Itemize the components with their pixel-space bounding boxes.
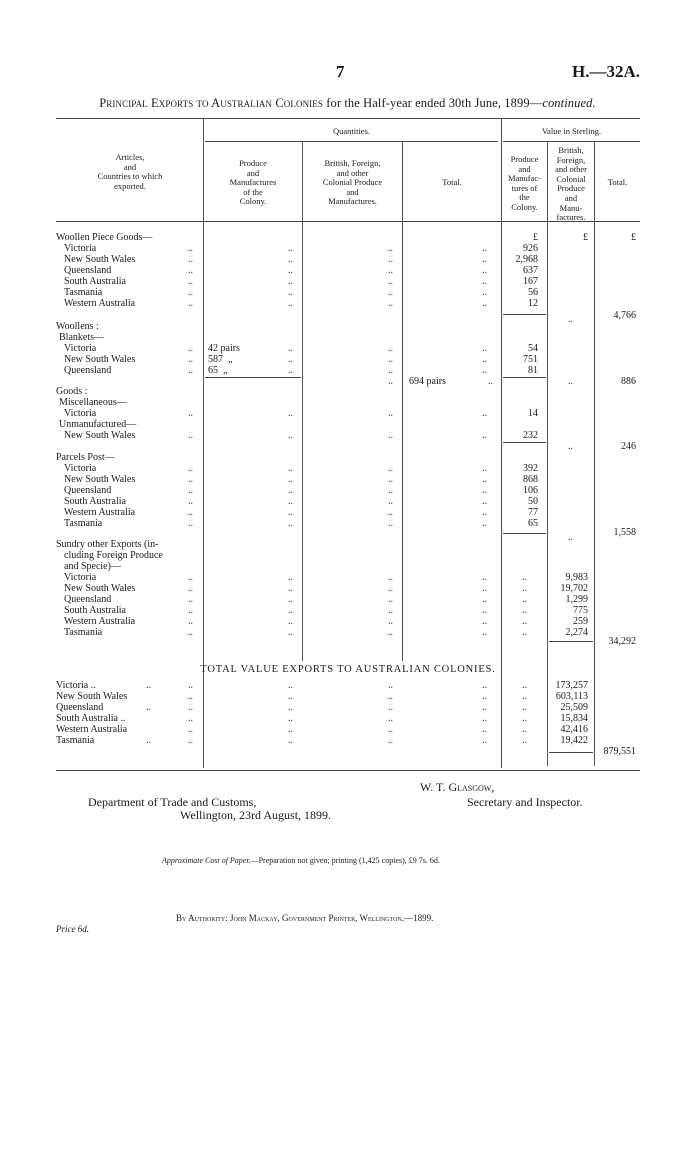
- table-row: New South Wales .. .. .. .. .. 603,113: [56, 691, 588, 702]
- subtotal-row: 34,292: [608, 636, 636, 647]
- header-value-produce: Produce and Manufac- tures of the Colony.: [507, 154, 542, 212]
- section-heading: cluding Foreign Produce: [64, 550, 163, 561]
- table-row: New South Wales .. .. .. .. .. 19,702: [64, 583, 588, 594]
- table-row: Victoria .. .. .. .. 14: [64, 408, 538, 419]
- document-reference: H.—32A.: [572, 62, 640, 81]
- page-number: 7: [336, 62, 345, 81]
- subtotal-row: .. 1,558: [568, 527, 636, 543]
- table-row: Tasmania .. .. .. .. .. .. 19,422: [56, 735, 588, 746]
- table-row: South Australia .. .. .. .. .. 775: [64, 605, 588, 616]
- table-row: Queensland .. 65 „ .. .. .. 81: [64, 365, 538, 376]
- title-main: Principal Exports to Australian Colonies: [99, 96, 323, 110]
- header-total-qty: Total.: [442, 177, 462, 187]
- section-heading: Sundry other Exports (in-: [56, 539, 159, 550]
- table-row: Queensland .. .. .. .. 106: [64, 485, 538, 496]
- table-row: Queensland .. .. .. .. 637: [64, 265, 538, 276]
- header-value-total: Total.: [607, 177, 628, 187]
- section-heading: Woollens :: [56, 321, 99, 332]
- title-period: for the Half-year ended 30th June, 1899—: [323, 96, 543, 110]
- table-row: New South Wales .. .. .. .. 232: [64, 430, 538, 441]
- table-row: South Australia .. .. .. .. 167: [64, 276, 538, 287]
- table-row: New South Wales .. .. .. .. 868: [64, 474, 538, 485]
- authority-line: By Authority: John Mackay, Government Printer, Wellington.—1899.: [176, 913, 434, 923]
- table-title: [55, 96, 640, 111]
- section-heading: Goods :: [56, 386, 88, 397]
- pound-sign: £: [583, 232, 588, 243]
- table-bottom-rule: [56, 770, 640, 771]
- pound-sign: £: [533, 232, 538, 243]
- cost-note: Approximate Cost of Paper.—Preparation not given; printing (1,425 copies), £9 7s. 6d.: [162, 856, 440, 865]
- table-row: Tasmania .. .. .. .. 65: [64, 518, 538, 529]
- section-subheading: Unmanufactured—: [59, 419, 137, 430]
- table-row: Tasmania .. .. .. .. .. 2,274: [64, 627, 588, 638]
- section-heading: and Specie)—: [64, 561, 121, 572]
- header-quantities: Quantities.: [332, 126, 371, 136]
- total-value-heading: TOTAL VALUE EXPORTS TO AUSTRALIAN COLONIES.: [200, 664, 496, 675]
- subtotal-row: .. 246: [568, 441, 636, 452]
- header-articles: Articles, and Countries to which exported.: [97, 152, 163, 191]
- table-row: Victoria .. .. .. .. 926: [64, 243, 538, 254]
- table-row: Western Australia .. .. .. .. 77: [64, 507, 538, 518]
- place-date-line: Wellington, 23rd August, 1899.: [180, 808, 332, 822]
- value-underline: [503, 141, 640, 142]
- table-row: Victoria .. .. .. .. .. 9,983: [64, 572, 588, 583]
- table-top-rule: [56, 118, 640, 119]
- table-row: Victoria .. .. .. .. .. .. .. 173,257: [56, 680, 588, 691]
- table-row: New South Wales .. 587 „ .. .. .. 751: [64, 354, 538, 365]
- table-row: Queensland .. .. .. .. .. .. 25,509: [56, 702, 588, 713]
- section-subheading: Blankets—: [59, 332, 104, 343]
- table-row: Western Australia .. .. .. .. .. 259: [64, 616, 588, 627]
- table-row: South Australia .. .. .. .. 50: [64, 496, 538, 507]
- table-row: Tasmania .. .. .. .. 56: [64, 287, 538, 298]
- signature-name: W. T. Glasgow,: [420, 780, 495, 794]
- table-row: Western Australia .. .. .. .. .. 42,416: [56, 724, 588, 735]
- signature-title: Secretary and Inspector.: [467, 795, 583, 809]
- header-british-foreign: British, Foreign, and other Colonial Produce and Manufactures.: [322, 158, 383, 207]
- header-value-sterling: Value in Sterling.: [541, 126, 602, 136]
- grand-total-row: 879,551: [603, 746, 636, 757]
- section-subheading: Miscellaneous—: [59, 397, 127, 408]
- table-row: New South Wales .. .. .. .. 2,968: [64, 254, 538, 265]
- header-produce-colony: Produce and Manufactures of the Colony.: [229, 158, 277, 207]
- header-value-british: British, Foreign, and other Colonial Produce and Manu- factures.: [555, 145, 587, 223]
- table-row: Western Australia .. .. .. .. 12: [64, 298, 538, 309]
- title-continued: continued.: [542, 96, 596, 110]
- table-row: Victoria .. .. .. .. 392: [64, 463, 538, 474]
- subtotal-row: .. 694 pairs .. .. 886: [388, 376, 636, 387]
- pound-sign: £: [631, 232, 636, 243]
- price-note: Price 6d.: [56, 924, 89, 934]
- quantities-underline: [205, 141, 498, 142]
- table-row: Victoria .. 42 pairs .. .. .. 54: [64, 343, 538, 354]
- table-row: Queensland .. .. .. .. .. 1,299: [64, 594, 588, 605]
- table-row: South Australia .. .. .. .. .. .. 15,834: [56, 713, 588, 724]
- subtotal-row: .. 4,766: [568, 310, 636, 325]
- section-heading: Parcels Post—: [56, 452, 115, 463]
- section-heading: Woollen Piece Goods—: [56, 232, 153, 243]
- department-line: Department of Trade and Customs,: [88, 795, 257, 809]
